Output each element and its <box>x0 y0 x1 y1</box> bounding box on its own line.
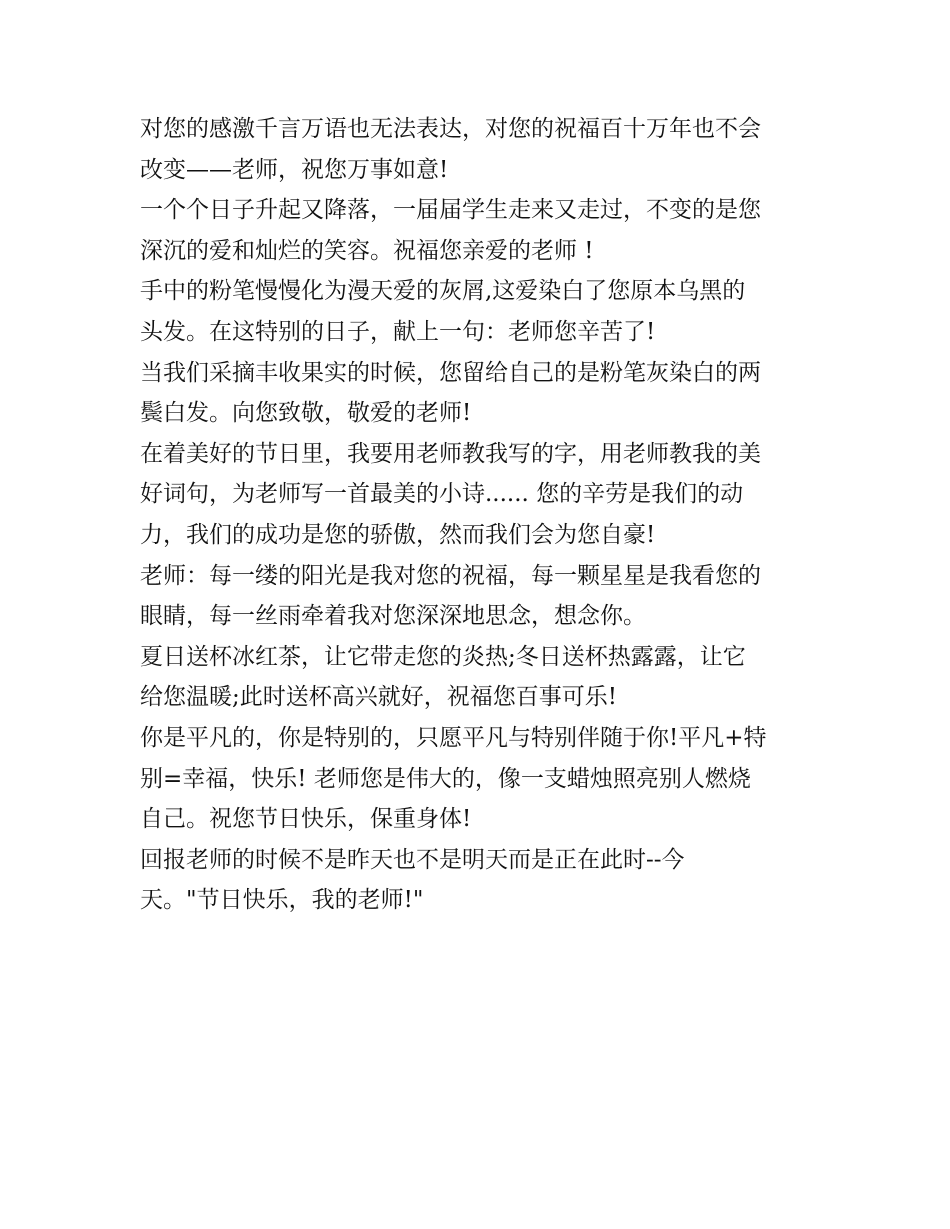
text-line: 夏日送杯冰红茶，让它带走您的炎热;冬日送杯热露露，让它 <box>140 643 746 670</box>
text-line: 鬓白发。向您致敬，敬爱的老师! <box>140 400 472 427</box>
text-line: 力，我们的成功是您的骄傲，然而我们会为您自豪! <box>140 521 656 548</box>
document-body <box>140 109 820 921</box>
text-line: 一个个日子升起又降落，一届届学生走来又走过，不变的是您 <box>140 197 761 224</box>
text-line: 手中的粉笔慢慢化为漫天爱的灰屑,这爱染白了您原本乌黑的 <box>140 278 746 305</box>
text-line: 好词句，为老师写一首最美的小诗...... 您的辛劳是我们的动 <box>140 481 744 508</box>
text-line: 给您温暖;此时送杯高兴就好，祝福您百事可乐! <box>140 684 617 711</box>
text-line: 天。"节日快乐，我的老师!" <box>140 887 424 914</box>
text-line: 别=幸福，快乐! 老师您是伟大的，像一支蜡烛照亮别人燃烧 <box>140 765 751 792</box>
text-line: 回报老师的时候不是昨天也不是明天而是正在此时--今 <box>140 846 685 873</box>
text-line: 你是平凡的，你是特别的，只愿平凡与特别伴随于你!平凡+特 <box>140 724 767 751</box>
text-line: 在着美好的节日里，我要用老师教我写的字，用老师教我的美 <box>140 440 761 467</box>
text-line: 自己。祝您节日快乐，保重身体! <box>140 806 472 833</box>
text-line: 眼睛，每一丝雨牵着我对您深深地思念，想念你。 <box>140 603 646 630</box>
text-line: 当我们采摘丰收果实的时候，您留给自己的是粉笔灰染白的两 <box>140 359 761 386</box>
text-line: 头发。在这特别的日子，献上一句：老师您辛苦了! <box>140 318 656 345</box>
text-line: 改变——老师，祝您万事如意! <box>140 156 449 183</box>
text-line: 深沉的爱和灿烂的笑容。祝福您亲爱的老师 ! <box>140 237 594 264</box>
text-line: 对您的感激千言万语也无法表达，对您的祝福百十万年也不会 <box>140 116 761 142</box>
text-line: 老师：每一缕的阳光是我对您的祝福，每一颗星星是我看您的 <box>140 562 761 589</box>
